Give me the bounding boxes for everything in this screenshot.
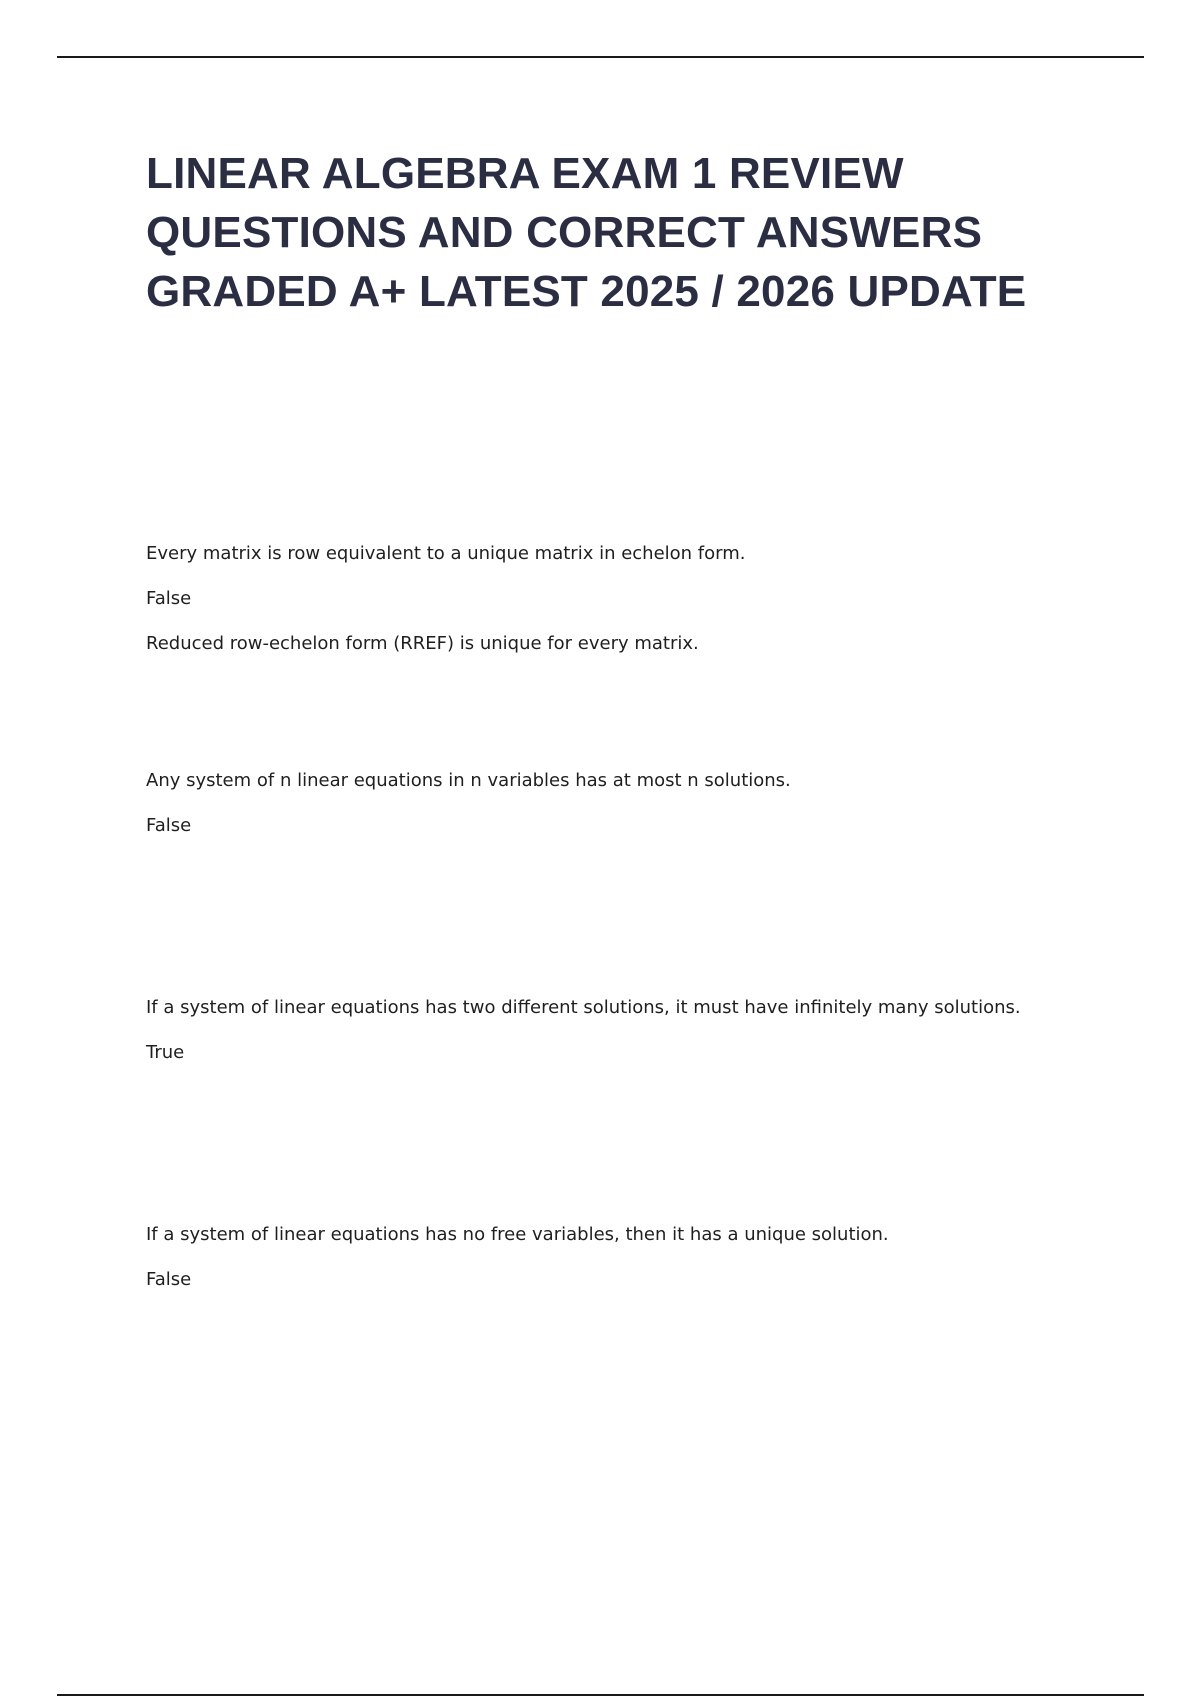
top-rule [57,56,1144,58]
answer-text: True [146,1042,185,1063]
question-text: If a system of linear equations has no free variables, then it has a unique solution. [146,1224,889,1245]
qa-item [146,543,1146,655]
question-text: If a system of linear equations has two different solutions, it must have infinitely many solutions. [146,997,1021,1018]
document-title: LINEAR ALGEBRA EXAM 1 REVIEW QUESTIONS AND CORRECT ANSWERS GRADED A+ LATEST 2025 / 2026 UPDATE [146,149,1027,316]
answer-text: False [146,815,192,836]
question-text: Every matrix is row equivalent to a unique matrix in echelon form. [146,543,746,564]
answer-text: False [146,588,192,609]
qa-item [146,1224,1146,1291]
explanation-text: Reduced row-echelon form (RREF) is unique for every matrix. [146,633,699,654]
bottom-rule [57,1694,1144,1696]
question-text: Any system of n linear equations in n variables has at most n solutions. [146,770,791,791]
qa-item [146,770,1146,837]
qa-item [146,997,1146,1064]
answer-text: False [146,1269,192,1290]
